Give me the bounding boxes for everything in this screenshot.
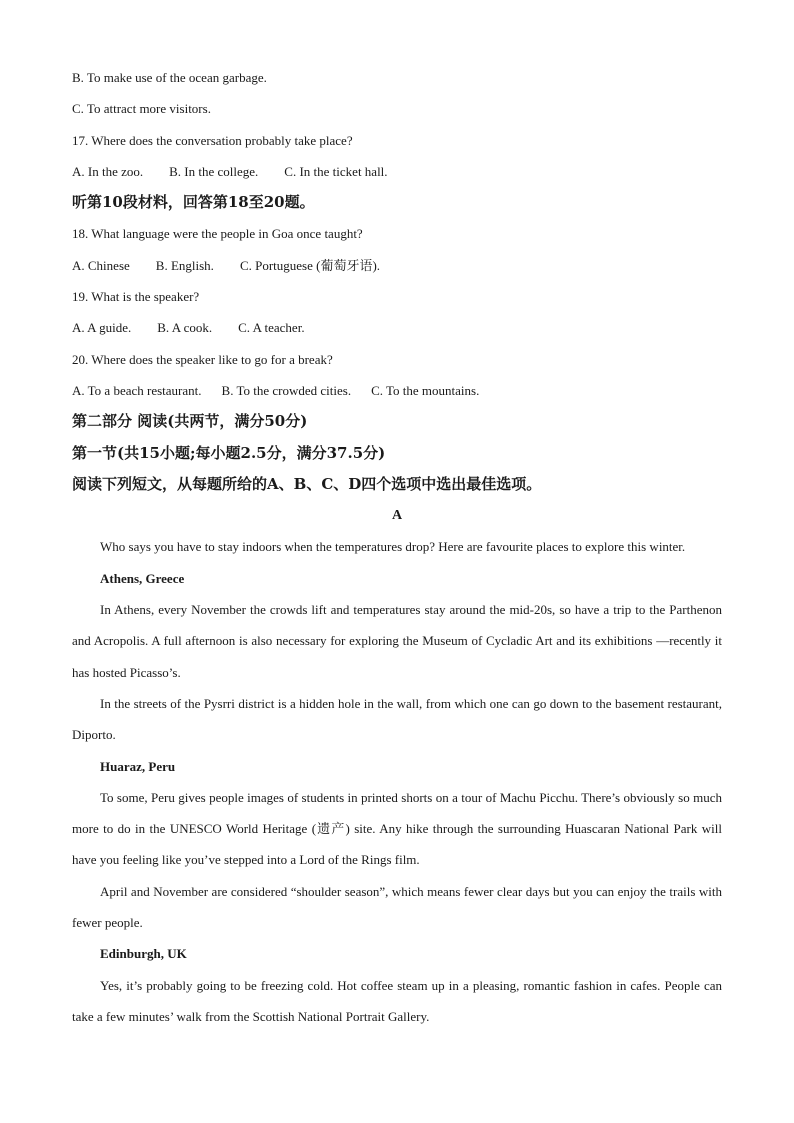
q16-option-c: C. To attract more visitors. [72, 101, 211, 117]
reading-instruction: 阅读下列短文，从每题所给的A、B、C、D四个选项中选出最佳选项。 [72, 474, 542, 493]
q18-question: 18. What language were the people in Goa once taught? [72, 226, 363, 242]
passage-label: A [391, 508, 403, 524]
athens-paragraph-1: In Athens, every November the crowds lift and temperatures stay around the mid-20s, so have a trip to the Parthenon and Acropolis. A full afternoon is also necessary for exploring the Museum of Cycladic Art and its exhibitions —recently it has hosted Picasso’s. [72, 602, 722, 680]
reading-part-title: 第二部分 阅读(共两节，满分50分) [72, 412, 308, 431]
q18-options [72, 250, 722, 281]
q17-option-c: C. In the ticket hall. [284, 163, 388, 179]
athens-paragraph-2: In the streets of the Pysrri district is a hidden hole in the wall, from which one can go down to the basement restaurant, Diporto. [72, 695, 722, 743]
q20-options [72, 375, 722, 406]
q20-question: 20. Where does the speaker like to go for a break? [72, 351, 333, 367]
huaraz-paragraph-2: April and November are considered “shoulder season”, which means fewer clear days but you can enjoy the trails with fewer people. [72, 883, 722, 931]
q19-option-a: A. A guide. [72, 320, 132, 336]
section-heading-athens: Athens, Greece [100, 570, 185, 586]
section10-instruction: 听第10段材料，回答第18至20题。 [72, 193, 315, 212]
exam-page [72, 62, 722, 1032]
reading-section-title: 第一节(共15小题;每小题2.5分，满分37.5分) [72, 443, 386, 462]
q17-question: 17. Where does the conversation probably take place? [72, 132, 353, 148]
q18-option-a: A. Chinese [72, 257, 130, 273]
q17-option-a: A. In the zoo. [72, 163, 144, 179]
q18-option-b: B. English. [155, 257, 214, 273]
q20-option-b: B. To the crowded cities. [221, 382, 352, 398]
huaraz-paragraph-1: To some, Peru gives people images of students in printed shorts on a tour of Machu Picchu. There’s obviously so much more to do in the UNESCO World Heritage (遗产) site. Any hike through the surrounding Huascaran National Park will have you feeling like you’ve stepped into a Lord of the Rings film. [72, 789, 722, 868]
q20-option-a: A. To a beach restaurant. [72, 382, 202, 398]
section-heading-huaraz: Huaraz, Peru [100, 758, 176, 774]
q19-option-b: B. A cook. [157, 320, 213, 336]
edinburgh-paragraph-1: Yes, it’s probably going to be freezing cold. Hot coffee steam up in a pleasing, romantic fashion in cafes. People can take a few minutes’ walk from the Scottish National Portrait Gallery. [72, 977, 722, 1024]
section-heading-edinburgh: Edinburgh, UK [100, 946, 187, 962]
q19-question: 19. What is the speaker? [72, 289, 200, 305]
q16-option-b: B. To make use of the ocean garbage. [72, 70, 267, 85]
passage-intro: Who says you have to stay indoors when the temperatures drop? Here are favourite places to explore this winter. [100, 539, 686, 555]
q19-options [72, 312, 722, 343]
q19-option-c: C. A teacher. [238, 320, 305, 336]
q20-option-c: C. To the mountains. [371, 382, 480, 398]
q17-options [72, 156, 722, 187]
q17-option-b: B. In the college. [169, 163, 259, 179]
q18-option-c: C. Portuguese (葡萄牙语). [239, 257, 381, 273]
